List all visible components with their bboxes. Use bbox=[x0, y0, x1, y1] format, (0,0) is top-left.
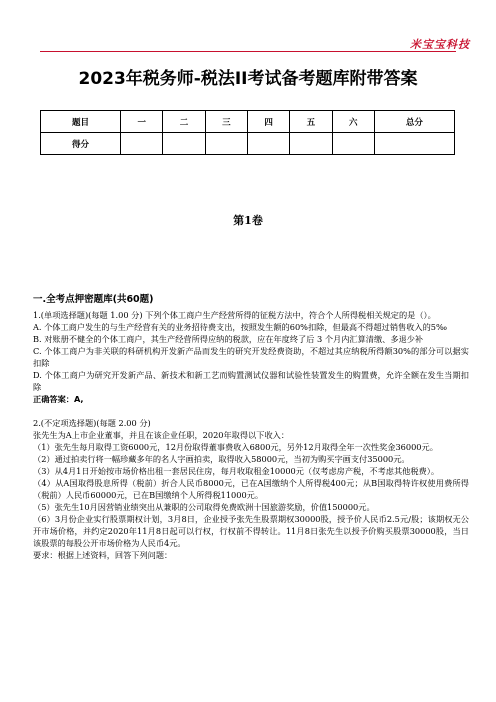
spacer bbox=[33, 405, 469, 417]
q1-option-d: D. 个体工商户为研究开发新产品、新技术和新工艺而购置测试仪器和试验性装置发生的购置费，允许全额在发生当期扣除 bbox=[33, 370, 469, 392]
q2-item: （1）张先生每月取得工资6000元，12月份取得董事费收入6800元，另外12月取得全年一次性奖金36000元。 bbox=[33, 442, 438, 452]
q2-item: （6）3月份企业实行股票期权计划，3月8日，企业授予张先生股票期权30000股，授予价人民币2.5元/股；该期权无公开市场价格，并约定2020年11月8日起可以行权，行权前不得转让。11月8日张先生以授予价购买股票30000股，当日该股票的每股公开市场价格为人民币4元。 bbox=[33, 514, 469, 548]
score-header-cell: 二 bbox=[163, 111, 205, 133]
q2-item: （5）张先生10月因营销业绩突出从兼职的公司取得免费欧洲十国旅游奖励，价值150000元。 bbox=[33, 502, 375, 512]
score-cell bbox=[121, 133, 163, 155]
score-header-cell: 五 bbox=[290, 111, 332, 133]
q1-option-a: A. 个体工商户发生的与生产经营有关的业务招待费支出，按照发生额的60%扣除，但最高不得超过销售收入的5‰ bbox=[33, 322, 447, 332]
score-cell bbox=[290, 133, 332, 155]
q2-stem: 2.(不定项选择题)(每题 2.00 分) bbox=[33, 418, 151, 428]
q1-option-b: B. 对账册不健全的个体工商户，其生产经营所得应纳的税款，应在年度终了后 3 个月内汇算清缴、多退少补 bbox=[33, 334, 424, 344]
q2-ask: 要求：根据上述资料，回答下列问题： bbox=[33, 550, 173, 560]
score-header-cell: 题目 bbox=[41, 111, 121, 133]
q2-intro: 张先生为A上市企业董事，并且在该企业任职，2020年取得以下收入： bbox=[33, 430, 290, 440]
q1-answer: 正确答案：A, bbox=[33, 394, 84, 404]
volume-heading: 第1卷 bbox=[233, 214, 263, 227]
score-header-cell: 六 bbox=[332, 111, 374, 133]
brand-logo: 米宝宝科技 bbox=[410, 38, 470, 51]
q1-stem: 1.(单项选择题)(每题 1.00 分) 下列个体工商户生产经营所得的征税方法中，符合个人所得税相关规定的是（）。 bbox=[33, 310, 436, 320]
section-title: 一.全考点押密题库(共60题) bbox=[33, 294, 154, 305]
score-header-cell: 三 bbox=[205, 111, 247, 133]
question-body bbox=[33, 309, 469, 561]
q1-option-c: C. 个体工商户为非关联的科研机构开发新产品而发生的研究开发经费资助，不超过其应纳税所得额30%的部分可以据实扣除 bbox=[33, 346, 469, 368]
score-cell bbox=[374, 133, 454, 155]
score-row-label: 得分 bbox=[41, 133, 121, 155]
page-title: 2023年税务师-税法II考试备考题库附带答案 bbox=[78, 69, 418, 89]
score-cell bbox=[163, 133, 205, 155]
q2-item: （2）通过拍卖行将一幅珍藏多年的名人字画拍卖，取得收入58000元，当初为购买字画支付35000元。 bbox=[33, 454, 410, 464]
score-header-cell: 一 bbox=[121, 111, 163, 133]
score-table bbox=[40, 110, 455, 155]
q2-item: （4）从A国取得股息所得（税前）折合人民币8000元，已在A国缴纳个人所得税400元；从B国取得特许权使用费所得（税前）人民币60000元，已在B国缴纳个人所得税11000元。 bbox=[33, 478, 469, 500]
header-rule bbox=[40, 51, 456, 52]
q2-item: （3）从4月1日开始按市场价格出租一套居民住房，每月收取租金10000元（仅考虑房产税，不考虑其他税费）。 bbox=[33, 466, 440, 476]
score-header-cell: 总分 bbox=[374, 111, 454, 133]
score-cell bbox=[205, 133, 247, 155]
score-table-score-row bbox=[41, 133, 455, 155]
score-cell bbox=[332, 133, 374, 155]
score-cell bbox=[247, 133, 289, 155]
score-table-header-row bbox=[41, 111, 455, 133]
score-header-cell: 四 bbox=[247, 111, 289, 133]
